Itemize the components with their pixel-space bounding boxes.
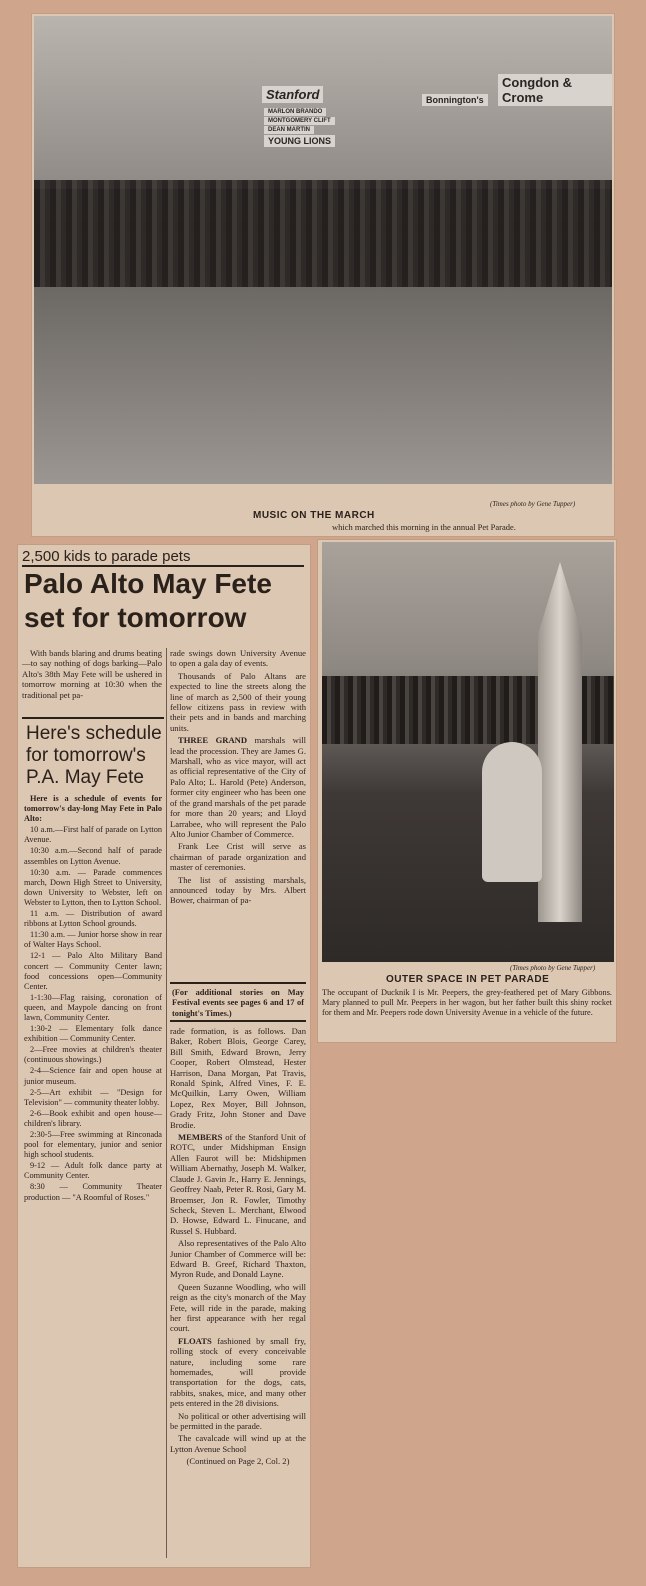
schedule-item: 10:30 a.m.—Second half of parade assembles on Lytton Avenue. — [24, 846, 162, 866]
intro-right-text: rade swings down University Avenue to open a gala day of events. — [170, 648, 306, 669]
top-photo-credit: (Times photo by Gene Tupper) — [490, 500, 576, 508]
schedule-item: 1:30-2 — Elementary folk dance exhibition — Community Center. — [24, 1024, 162, 1044]
marquee-line-2: MONTGOMERY CLIFT — [264, 117, 335, 125]
intro-left-text: With bands blaring and drums beating—to say nothing of dogs barking—Palo Alto's 38th May Fete will be ushered in tomorrow morning at 10:30 when the traditional pet pa- — [22, 648, 162, 700]
street — [34, 287, 612, 484]
note-bottom-rule — [170, 1020, 306, 1022]
article-paragraph: The list of assisting marshals, announced today by Mrs. Albert Bower, chairman of pa- — [170, 874, 306, 906]
article-paragraph: Queen Suzanne Woodling, who will reign as the city's monarch of the May Fete, will ride in the parade, making her first appearance with her regal court. — [170, 1281, 306, 1334]
schedule-item: 2-4—Science fair and open house at junior museum. — [24, 1066, 162, 1086]
marquee-line-3: DEAN MARTIN — [264, 126, 314, 134]
paragraph-lead: MEMBERS — [178, 1132, 223, 1143]
article-paragraph: Also representatives of the Palo Alto Junior Chamber of Commerce will be: Edward B. Greef, Richard Thaxton, Myron Rude, and Donald Layne. — [170, 1238, 306, 1280]
schedule-item: 12-1 — Palo Alto Military Band concert — Community Center lawn; food concessions open—Community Center. — [24, 951, 162, 991]
paragraph-lead: FLOATS — [178, 1335, 212, 1346]
schedule-item: 2-6—Book exhibit and open house—children's library. — [24, 1108, 162, 1128]
schedule-item: 8:30 — Community Theater production — "A Roomful of Roses." — [24, 1182, 162, 1202]
side-photo-credit: (Times photo by Gene Tupper) — [510, 964, 596, 972]
column-divider — [166, 648, 167, 1558]
article-paragraph — [170, 735, 306, 839]
article-paragraph: No political or other advertising will be permitted in the parade. — [170, 1410, 306, 1432]
schedule-item: 1-1:30—Flag raising, coronation of queen, and Maypole dancing on front lawn, Community Center. — [24, 992, 162, 1022]
article-intro-left — [22, 648, 162, 702]
article-kicker: 2,500 kids to parade pets — [22, 548, 304, 567]
article-paragraph: Frank Lee Crist will serve as chairman of parade organization and master of ceremonies. — [170, 841, 306, 873]
schedule-item: 11 a.m. — Distribution of award ribbons at Lytton School grounds. — [24, 909, 162, 929]
note-top-rule — [170, 982, 306, 984]
side-photo-caption-title: OUTER SPACE IN PET PARADE — [386, 974, 550, 985]
paragraph-body: marshals will lead the procession. They are James G. Marshall, who as vice mayor, will act as official representative of the City of Palo Alto; L. Harold (Pete) Anderson, former city engineer who has been one of the grand marshals of the pet parade for more than 20 years; and Lloyd Larrabee, who will represent the Palo Alto Junior Chamber of Commerce. — [170, 735, 306, 839]
article-paragraph: The cavalcade will wind up at the Lytton Avenue School — [170, 1433, 306, 1454]
store-sign-1: Bonnington's — [422, 94, 488, 106]
parade-band-photo — [34, 16, 612, 484]
article-headline-line2: set for tomorrow — [24, 602, 247, 633]
continued-line: (Continued on Page 2, Col. 2) — [186, 1456, 290, 1467]
top-photo-caption-text: which marched this morning in the annual Pet Parade. — [332, 522, 516, 532]
schedule-headline-line3: P.A. May Fete — [26, 767, 144, 788]
theater-sign: Stanford — [262, 86, 323, 103]
side-photo-caption-text: The occupant of Ducknik I is Mr. Peepers, the grey-feathered pet of Mary Gibbons. Mary planned to pull Mr. Peepers in her wagon, but her father built this shiny rocket for them and Mr. Peepers rode down University Avenue in a vehicle of the future. — [322, 988, 612, 1017]
store-sign-2: Congdon & Crome — [498, 74, 612, 106]
schedule-intro: Here is a schedule of events for tomorrow's day-long May Fete in Palo Alto: — [24, 794, 162, 824]
schedule-list — [24, 794, 162, 1204]
cross-reference-note: (For additional stories on May Festival events see pages 6 and 17 of tonight's Times.) — [172, 988, 304, 1018]
marquee-line-4: YOUNG LIONS — [264, 135, 335, 147]
schedule-item: 9-12 — Adult folk dance party at Community Center. — [24, 1161, 162, 1181]
schedule-item: 2—Free movies at children's theater (continuous showings.) — [24, 1045, 162, 1065]
schedule-item: 10:30 a.m. — Parade commences march, Down High Street to University, down University to Webster, left on Webster to Lytton, then to Lytton School. — [24, 867, 162, 907]
schedule-top-rule — [22, 717, 164, 719]
paragraph-body: of the Stanford Unit of ROTC, under Midshipman Ensign Allen Faurot will be: Midshipmen William Abernathy, Joseph M. Walker, Claude J. Gavin Jr., Harry E. Jennings, Geoffrey Naab, Peter R. Rosi, Gary M. Broemser, Jon R. Fowler, Timothy Scheck, Steven L. Merchant, Elwood D. Howse, Edward L. Finucane, and Russel S. Hubbard. — [170, 1132, 306, 1236]
rocket — [538, 562, 582, 922]
schedule-item: 2:30-5—Free swimming at Rinconada pool for elementary, junior and senior high school students. — [24, 1130, 162, 1160]
schedule-headline-line2: for tomorrow's — [26, 745, 146, 766]
article-paragraph — [170, 1336, 306, 1409]
article-column-right-lower — [170, 1026, 306, 1469]
child-figure — [482, 742, 542, 882]
article-column-right — [170, 648, 306, 908]
article-headline-line1: Palo Alto May Fete — [24, 568, 272, 599]
schedule-item: 11:30 a.m. — Junior horse show in rear of Walter Hays School. — [24, 930, 162, 950]
paragraph-body: fashioned by small fry, rolling stock of every conceivable nature, including some rare homemades, will provide transportation for the dogs, cats, rabbits, snakes, mice, and many other pets entered in the 28 divisions. — [170, 1335, 306, 1409]
top-photo-caption-title: MUSIC ON THE MARCH — [253, 510, 375, 521]
rocket-wagon-photo — [322, 542, 614, 962]
article-paragraph: Thousands of Palo Altans are expected to line the streets along the line of march as 2,500 of their young fellow citizens pass in review with their pets and in bands and marching units. — [170, 670, 306, 733]
article-paragraph: rade formation, is as follows. Dan Baker, Robert Blois, George Carey, Bill Smith, Edward Brown, Jerry Cooper, Robert Olmstead, Hester Harrison, Dana Morgan, Pat Travis, Ronald Spink, Alfred Vines, F. E. McQuilkin, Larry Owen, William Lopez, Rex Moyer, Bill Johnson, Grady Fritz, John Stoner and Dave Brodie. — [170, 1026, 306, 1130]
paragraph-lead: THREE GRAND — [178, 735, 248, 746]
marquee-line-1: MARLON BRANDO — [264, 108, 326, 116]
schedule-item: 10 a.m.—First half of parade on Lytton Avenue. — [24, 825, 162, 845]
schedule-item: 2-5—Art exhibit — "Design for Television" — community theater lobby. — [24, 1087, 162, 1107]
schedule-headline-line1: Here's schedule — [26, 723, 162, 744]
article-paragraph — [170, 1132, 306, 1236]
